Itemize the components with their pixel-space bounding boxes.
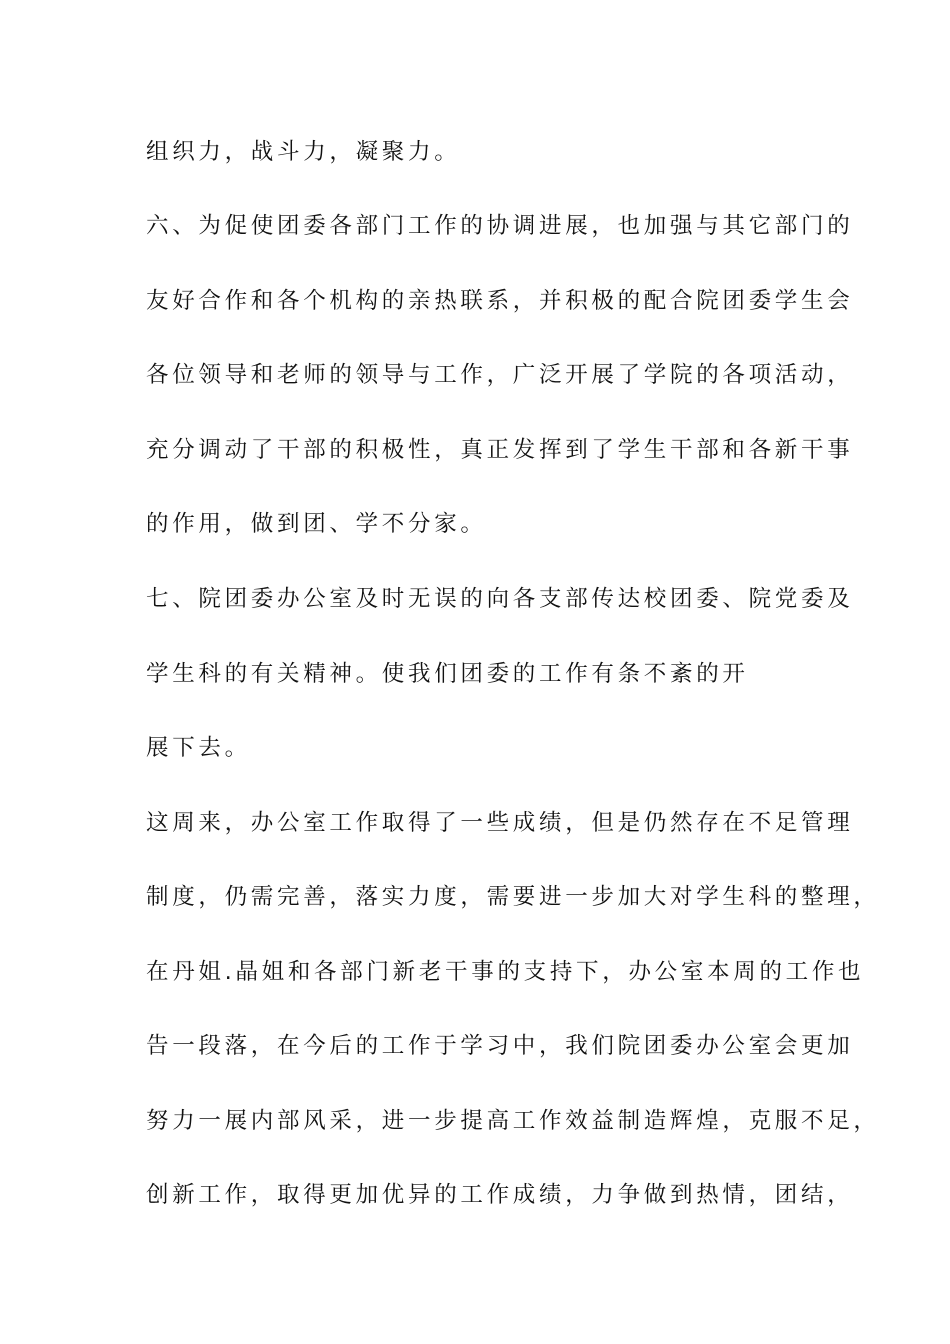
text-line: 组织力，战斗力，凝聚力。 [146, 139, 461, 165]
text-line: 充分调动了干部的积极性，真正发挥到了学生干部和各新干事 [146, 437, 854, 463]
text-line: 努力一展内部风采，进一步提高工作效益制造辉煌，克服不足， [146, 1108, 880, 1134]
text-line: 的作用，做到团、学不分家。 [146, 511, 487, 537]
text-line: 制度，仍需完善，落实力度，需要进一步加大对学生科的整理， [146, 884, 880, 910]
text-line: 创新工作，取得更加优异的工作成绩，力争做到热情，团结， [146, 1182, 854, 1208]
text-line: 展下去。 [146, 735, 251, 761]
text-line: 各位领导和老师的领导与工作，广泛开展了学院的各项活动， [146, 362, 854, 388]
text-line: 告一段落，在今后的工作于学习中，我们院团委办公室会更加 [146, 1033, 854, 1059]
text-line: 七、院团委办公室及时无误的向各支部传达校团委、院党委及 [146, 586, 854, 612]
text-line: 六、为促使团委各部门工作的协调进展，也加强与其它部门的 [146, 213, 854, 239]
text-line: 学生科的有关精神。使我们团委的工作有条不紊的开 [146, 661, 749, 687]
text-line: 在丹姐.晶姐和各部门新老干事的支持下，办公室本周的工作也 [146, 959, 865, 985]
text-line: 友好合作和各个机构的亲热联系，并积极的配合院团委学生会 [146, 288, 854, 314]
text-line: 这周来，办公室工作取得了一些成绩，但是仍然存在不足管理 [146, 810, 854, 836]
